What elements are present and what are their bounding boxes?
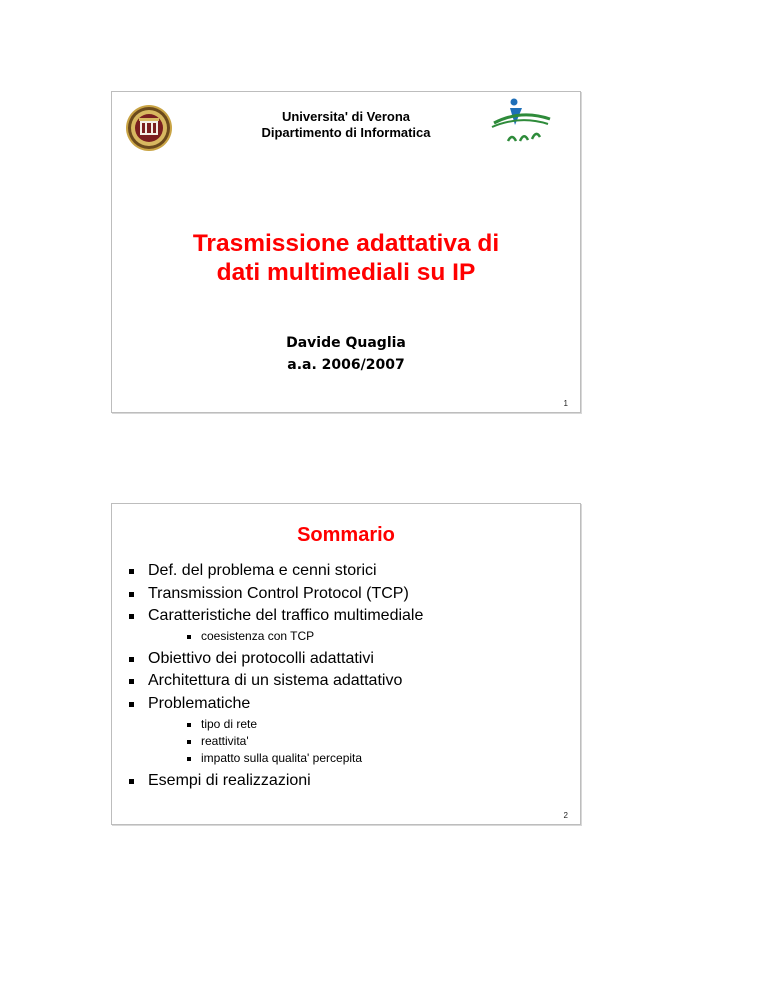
title-line-1: Trasmissione adattativa di [192, 230, 500, 257]
title-line-2: dati multimediali su IP [216, 259, 476, 286]
bullet-icon [129, 614, 134, 619]
department-logo-icon [490, 97, 552, 147]
bullet-icon [129, 679, 134, 684]
page-number: 1 [563, 399, 568, 408]
sub-list [148, 716, 572, 767]
bullet-icon [187, 723, 191, 727]
bullet-icon [129, 779, 134, 784]
author-block [112, 332, 580, 376]
bullet-icon [129, 592, 134, 597]
presentation-title [112, 229, 580, 287]
department-name: Dipartimento di Informatica [261, 125, 431, 140]
sub-list-item: reattivita' [148, 733, 572, 750]
bullet-icon [129, 657, 134, 662]
outline-list [112, 560, 572, 792]
slide-title: Sommario [297, 524, 395, 546]
slide-1 [111, 91, 581, 413]
list-item: Architettura di un sistema adattativo [112, 670, 572, 693]
bullet-icon [187, 740, 191, 744]
author-name: Davide Quaglia [286, 335, 406, 351]
list-item: Def. del problema e cenni storici [112, 560, 572, 583]
sub-list [148, 628, 572, 645]
list-item: Obiettivo dei protocolli adattativi [112, 648, 572, 671]
university-name: Universita' di Verona [281, 109, 411, 124]
slide-2 [111, 503, 581, 825]
list-item: Transmission Control Protocol (TCP) [112, 583, 572, 606]
sub-list-item: coesistenza con TCP [148, 628, 572, 645]
bullet-icon [129, 569, 134, 574]
bullet-icon [129, 702, 134, 707]
bullet-icon [187, 635, 191, 639]
page-number: 2 [563, 811, 568, 820]
list-item: Problematiche tipo di rete reattivita' impatto sulla qualita' percepita [112, 693, 572, 767]
list-item: Esempi di realizzazioni [112, 770, 572, 793]
bullet-icon [187, 757, 191, 761]
sub-list-item: impatto sulla qualita' percepita [148, 750, 572, 767]
list-item: Caratteristiche del traffico multimediale coesistenza con TCP [112, 605, 572, 645]
sub-list-item: tipo di rete [148, 716, 572, 733]
academic-year: a.a. 2006/2007 [287, 357, 405, 373]
